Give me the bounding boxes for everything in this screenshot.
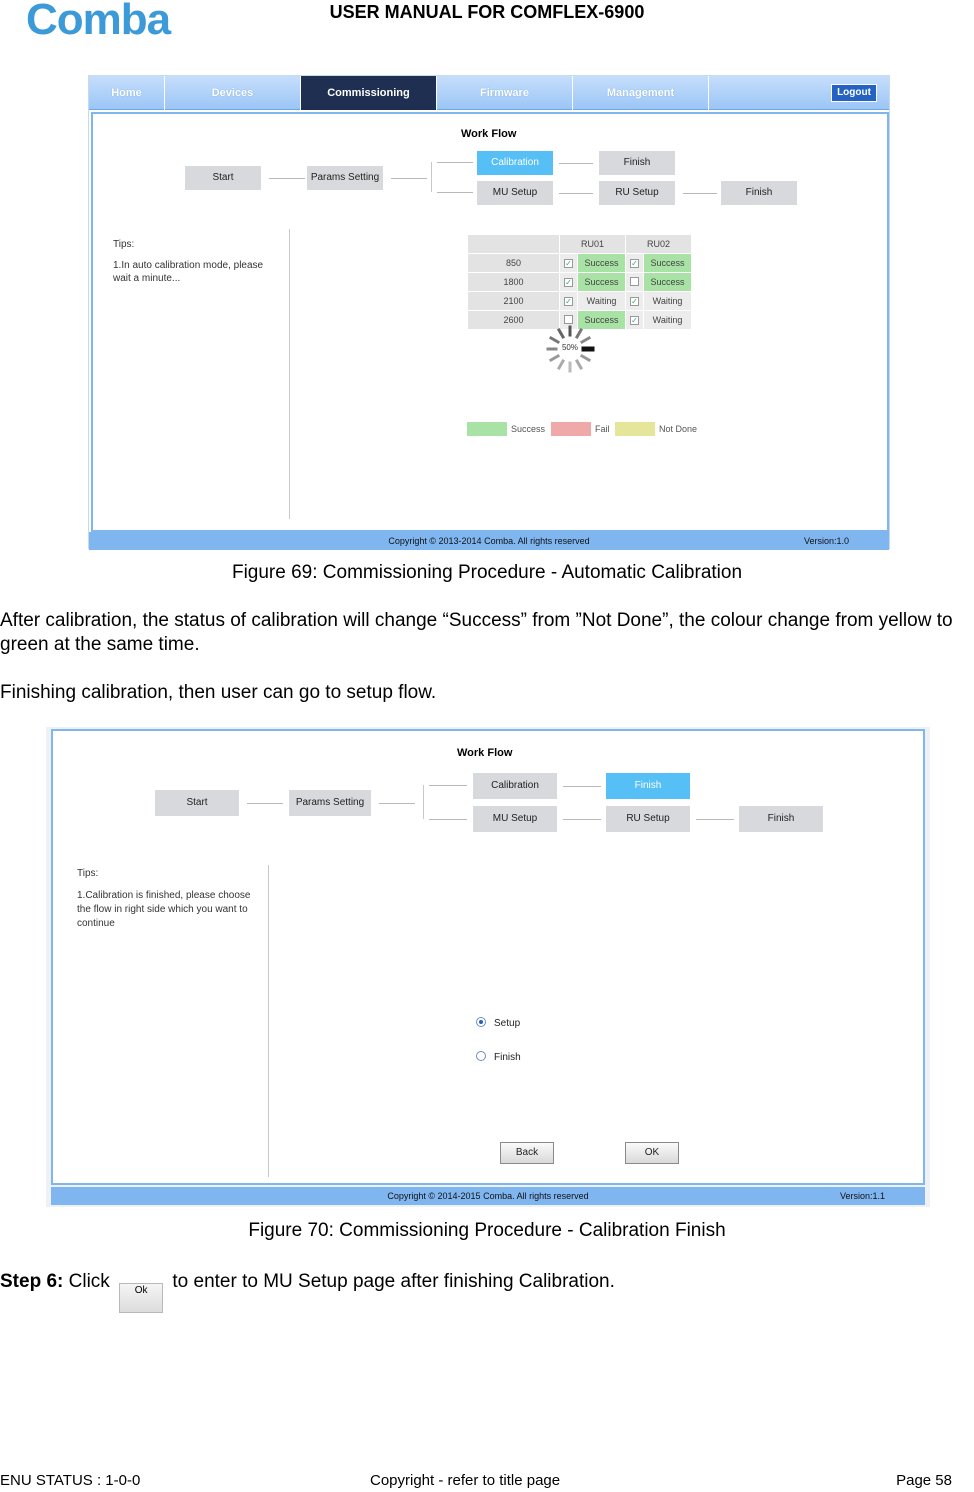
flow-ru-setup[interactable]: RU Setup <box>606 806 690 832</box>
figure-70-screenshot <box>46 727 930 1207</box>
ru02-status: Waiting <box>644 292 692 311</box>
radio-setup-label: Setup <box>494 1018 521 1029</box>
ru01-status: Success <box>578 273 626 292</box>
flow-params-setting[interactable]: Params Setting <box>307 166 383 190</box>
logout-button[interactable]: Logout <box>831 84 877 102</box>
nav-spacer <box>709 76 889 109</box>
radio-unselected-icon[interactable] <box>476 1051 486 1061</box>
tips-box <box>77 867 257 931</box>
flow-finish-end[interactable]: Finish <box>739 806 823 832</box>
table-header-ru02: RU02 <box>626 235 692 254</box>
radio-selected-icon[interactable] <box>476 1017 486 1027</box>
flow-mu-setup[interactable]: MU Setup <box>477 181 553 205</box>
paragraph-finishing-calibration: Finishing calibration, then user can go to setup flow. <box>0 682 437 703</box>
flow-connector <box>563 786 601 787</box>
tips-title: Tips: <box>77 868 99 879</box>
copyright-text: Copyright © 2013-2014 Comba. All rights reserved <box>388 536 590 546</box>
flow-connector <box>379 803 415 804</box>
ru02-checkbox[interactable]: ✓ <box>626 254 644 273</box>
nav-firmware[interactable]: Firmware <box>437 76 573 110</box>
step-6-text-after: to enter to MU Setup page after finishing Calibration. <box>167 1271 615 1292</box>
flow-branch-line <box>423 785 424 819</box>
ru02-checkbox[interactable] <box>626 273 644 292</box>
ru01-checkbox[interactable]: ✓ <box>560 254 578 273</box>
copyright-text: Copyright © 2014-2015 Comba. All rights reserved <box>387 1191 589 1201</box>
radio-finish[interactable] <box>476 1051 521 1063</box>
table-row <box>468 292 692 311</box>
ru01-status: Waiting <box>578 292 626 311</box>
flow-finish-top[interactable]: Finish <box>606 773 690 799</box>
ru02-status: Waiting <box>644 311 692 330</box>
ru01-checkbox[interactable]: ✓ <box>560 273 578 292</box>
flow-connector <box>247 803 283 804</box>
nav-devices[interactable]: Devices <box>165 76 301 110</box>
flow-connector <box>437 162 473 163</box>
progress-label: 50% <box>561 343 578 352</box>
ok-button[interactable]: OK <box>625 1142 679 1164</box>
flow-params-setting[interactable]: Params Setting <box>289 790 371 816</box>
flow-mu-setup[interactable]: MU Setup <box>473 806 557 832</box>
flow-connector <box>559 163 593 164</box>
footer-copyright: Copyright - refer to title page <box>370 1472 561 1489</box>
version-text: Version:1.1 <box>839 1191 885 1201</box>
radio-finish-label: Finish <box>494 1052 521 1063</box>
copyright-bar <box>89 532 889 550</box>
tips-box <box>113 238 279 285</box>
legend-fail-label: Fail <box>595 424 610 434</box>
legend-fail-swatch <box>551 422 591 436</box>
tips-title: Tips: <box>113 239 135 250</box>
flow-connector <box>696 819 734 820</box>
nav-commissioning[interactable]: Commissioning <box>301 76 437 110</box>
flow-connector <box>437 192 473 193</box>
commissioning-panel <box>91 112 889 532</box>
legend-success-label: Success <box>511 424 546 434</box>
flow-start[interactable]: Start <box>155 790 239 816</box>
ru01-status: Success <box>578 311 626 330</box>
loading-spinner-icon <box>545 324 595 374</box>
table-header-ru01: RU01 <box>560 235 626 254</box>
table-header-row <box>468 235 692 254</box>
band-cell: 850 <box>468 254 560 273</box>
footer-page-number: Page 58 <box>896 1472 952 1489</box>
flow-start[interactable]: Start <box>185 166 261 190</box>
tips-text: 1.Calibration is finished, please choose the flow in right side which you want to continue <box>77 890 251 929</box>
ok-button-icon: Ok <box>119 1283 163 1313</box>
ru01-checkbox[interactable]: ✓ <box>560 292 578 311</box>
footer-status: ENU STATUS : 1-0-0 <box>0 1472 141 1489</box>
ru02-checkbox[interactable]: ✓ <box>626 292 644 311</box>
band-cell: 2600 <box>468 311 560 330</box>
band-cell: 1800 <box>468 273 560 292</box>
legend-not-done-swatch <box>615 422 655 436</box>
step-6-label: Step 6: <box>0 1271 64 1292</box>
ru01-status: Success <box>578 254 626 273</box>
calibration-status-table <box>467 234 692 330</box>
back-button[interactable]: Back <box>500 1142 554 1164</box>
flow-calibration[interactable]: Calibration <box>473 773 557 799</box>
flow-connector <box>269 178 305 179</box>
tips-divider <box>268 865 269 1177</box>
tips-text: 1.In auto calibration mode, please wait a minute... <box>113 260 264 284</box>
flow-connector <box>559 193 593 194</box>
radio-setup[interactable] <box>476 1017 520 1029</box>
top-nav-bar <box>89 76 889 110</box>
ru02-status: Success <box>644 254 692 273</box>
figure-70-caption: Figure 70: Commissioning Procedure - Calibration Finish <box>248 1220 726 1241</box>
copyright-bar <box>51 1187 925 1205</box>
flow-branch-line <box>431 162 432 192</box>
nav-home[interactable]: Home <box>89 76 165 110</box>
figure-69-caption: Figure 69: Commissioning Procedure - Automatic Calibration <box>231 562 743 583</box>
flow-connector <box>429 785 467 786</box>
flow-finish-top[interactable]: Finish <box>599 151 675 175</box>
table-row <box>468 273 692 292</box>
tips-divider <box>289 229 290 519</box>
version-text: Version:1.0 <box>803 536 849 546</box>
step-6-text-before: Click <box>63 1271 116 1292</box>
work-flow-title: Work Flow <box>461 128 517 140</box>
flow-connector <box>563 819 601 820</box>
paragraph-calibration-status: After calibration, the status of calibration will change “Success” from ”Not Done”, the colour change from yellow to green at the same time. <box>0 610 953 655</box>
band-cell: 2100 <box>468 292 560 311</box>
legend-success-swatch <box>467 422 507 436</box>
flow-connector <box>391 178 427 179</box>
flow-connector <box>429 819 467 820</box>
work-flow-title: Work Flow <box>457 747 513 759</box>
flow-connector <box>683 193 717 194</box>
flow-ru-setup[interactable]: RU Setup <box>599 181 675 205</box>
comba-logo: Comba <box>26 0 171 44</box>
commissioning-panel <box>51 729 925 1185</box>
step-6-instruction <box>0 1270 974 1313</box>
table-header-band <box>468 235 560 254</box>
flow-calibration[interactable]: Calibration <box>477 151 553 175</box>
nav-management[interactable]: Management <box>573 76 709 110</box>
flow-finish-end[interactable]: Finish <box>721 181 797 205</box>
ru02-checkbox[interactable]: ✓ <box>626 311 644 330</box>
document-title: USER MANUAL FOR COMFLEX-6900 <box>329 2 645 22</box>
ru02-status: Success <box>644 273 692 292</box>
figure-69-screenshot <box>88 75 890 549</box>
legend-not-done-label: Not Done <box>659 424 698 434</box>
table-row <box>468 254 692 273</box>
